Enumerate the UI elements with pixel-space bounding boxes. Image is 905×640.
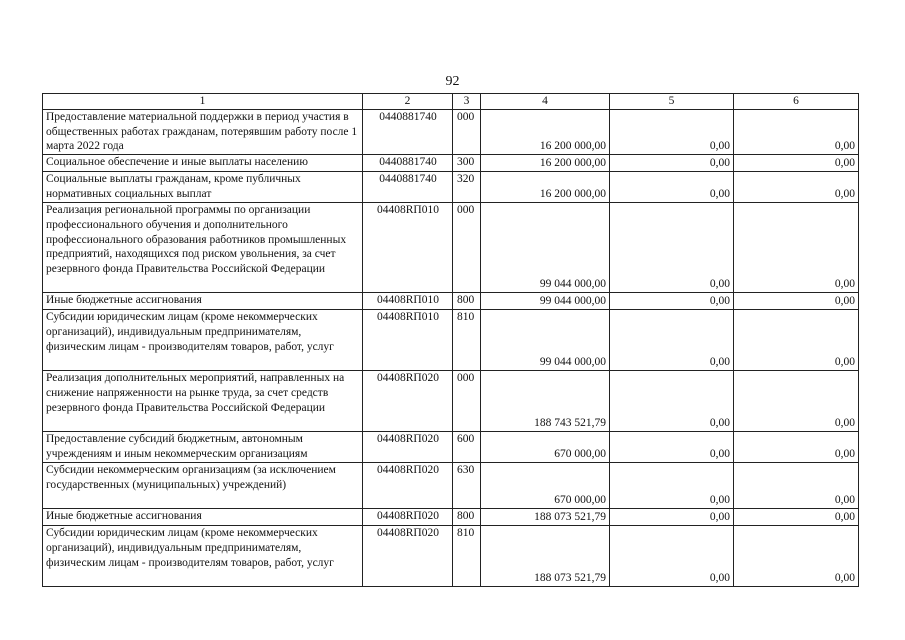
- item-name: Субсидии юридическим лицам (кроме некоммерческих организаций), индивидуальным предпринимателям, физическим лицам - производителям товаров, работ, услуг: [43, 310, 363, 371]
- item-name: Реализация дополнительных мероприятий, направленных на снижение напряженности на рынке труда, за счет средств резервного фонда Правительства Российской Федерации: [43, 371, 363, 432]
- item-name: Реализация региональной программы по организации профессионального обучения и дополнительного профессионального образования работников промышленных предприятий, находящихся под риском увольнения, за счет резервного фонда Правительства Российской Федерации: [43, 203, 363, 293]
- amount-col5: 0,00: [610, 526, 734, 587]
- item-name: Предоставление субсидий бюджетным, автономным учреждениям и иным некоммерческим организациям: [43, 432, 363, 463]
- table-row: [43, 110, 859, 155]
- target-article-code: 04408RП020: [363, 432, 453, 463]
- amount-col4: 188 743 521,79: [481, 371, 610, 432]
- table-row: [43, 293, 859, 310]
- expense-type-code: 000: [453, 371, 481, 432]
- expense-type-code: 600: [453, 432, 481, 463]
- header-row: [43, 94, 859, 110]
- amount-col6: 0,00: [734, 155, 859, 172]
- amount-col4: 16 200 000,00: [481, 155, 610, 172]
- amount-col5: 0,00: [610, 432, 734, 463]
- item-name: Иные бюджетные ассигнования: [43, 293, 363, 310]
- target-article-code: 0440881740: [363, 110, 453, 155]
- item-name: Социальные выплаты гражданам, кроме публичных нормативных социальных выплат: [43, 172, 363, 203]
- target-article-code: 04408RП020: [363, 371, 453, 432]
- amount-col4: 670 000,00: [481, 463, 610, 509]
- amount-col5: 0,00: [610, 371, 734, 432]
- column-header: 4: [481, 94, 610, 110]
- target-article-code: 04408RП020: [363, 526, 453, 587]
- expense-type-code: 300: [453, 155, 481, 172]
- amount-col6: 0,00: [734, 509, 859, 526]
- amount-col4: 99 044 000,00: [481, 293, 610, 310]
- page-number: 92: [445, 74, 460, 89]
- table-row: [43, 509, 859, 526]
- target-article-code: 04408RП020: [363, 509, 453, 526]
- table-row: [43, 432, 859, 463]
- amount-col6: 0,00: [734, 203, 859, 293]
- amount-col4: 188 073 521,79: [481, 526, 610, 587]
- item-name: Иные бюджетные ассигнования: [43, 509, 363, 526]
- amount-col4: 188 073 521,79: [481, 509, 610, 526]
- amount-col5: 0,00: [610, 310, 734, 371]
- column-header: 3: [453, 94, 481, 110]
- column-header: 6: [734, 94, 859, 110]
- expense-type-code: 810: [453, 526, 481, 587]
- target-article-code: 0440881740: [363, 155, 453, 172]
- target-article-code: 04408RП010: [363, 310, 453, 371]
- expense-type-code: 800: [453, 509, 481, 526]
- amount-col4: 16 200 000,00: [481, 172, 610, 203]
- amount-col5: 0,00: [610, 203, 734, 293]
- target-article-code: 04408RП010: [363, 203, 453, 293]
- expense-type-code: 630: [453, 463, 481, 509]
- amount-col5: 0,00: [610, 293, 734, 310]
- item-name: Субсидии юридическим лицам (кроме некоммерческих организаций), индивидуальным предпринимателям, физическим лицам - производителям товаров, работ, услуг: [43, 526, 363, 587]
- amount-col4: 99 044 000,00: [481, 203, 610, 293]
- amount-col6: 0,00: [734, 371, 859, 432]
- amount-col6: 0,00: [734, 310, 859, 371]
- table-row: [43, 526, 859, 587]
- budget-table: [42, 93, 859, 587]
- table-row: [43, 310, 859, 371]
- target-article-code: 04408RП010: [363, 293, 453, 310]
- amount-col6: 0,00: [734, 110, 859, 155]
- item-name: Субсидии некоммерческим организациям (за исключением государственных (муниципальных) учреждений): [43, 463, 363, 509]
- table-row: [43, 371, 859, 432]
- amount-col6: 0,00: [734, 526, 859, 587]
- expense-type-code: 800: [453, 293, 481, 310]
- column-header: 5: [610, 94, 734, 110]
- expense-type-code: 000: [453, 203, 481, 293]
- amount-col6: 0,00: [734, 432, 859, 463]
- table-row: [43, 203, 859, 293]
- column-header: 1: [43, 94, 363, 110]
- amount-col5: 0,00: [610, 463, 734, 509]
- target-article-code: 0440881740: [363, 172, 453, 203]
- column-header: 2: [363, 94, 453, 110]
- item-name: Социальное обеспечение и иные выплаты населению: [43, 155, 363, 172]
- amount-col5: 0,00: [610, 110, 734, 155]
- amount-col4: 670 000,00: [481, 432, 610, 463]
- table-row: [43, 155, 859, 172]
- amount-col4: 99 044 000,00: [481, 310, 610, 371]
- amount-col6: 0,00: [734, 293, 859, 310]
- amount-col5: 0,00: [610, 155, 734, 172]
- amount-col6: 0,00: [734, 463, 859, 509]
- expense-type-code: 810: [453, 310, 481, 371]
- table-row: [43, 172, 859, 203]
- item-name: Предоставление материальной поддержки в период участия в общественных работах гражданам, потерявшим работу после 1 марта 2022 года: [43, 110, 363, 155]
- amount-col6: 0,00: [734, 172, 859, 203]
- expense-type-code: 000: [453, 110, 481, 155]
- amount-col5: 0,00: [610, 509, 734, 526]
- table-row: [43, 463, 859, 509]
- amount-col5: 0,00: [610, 172, 734, 203]
- expense-type-code: 320: [453, 172, 481, 203]
- amount-col4: 16 200 000,00: [481, 110, 610, 155]
- target-article-code: 04408RП020: [363, 463, 453, 509]
